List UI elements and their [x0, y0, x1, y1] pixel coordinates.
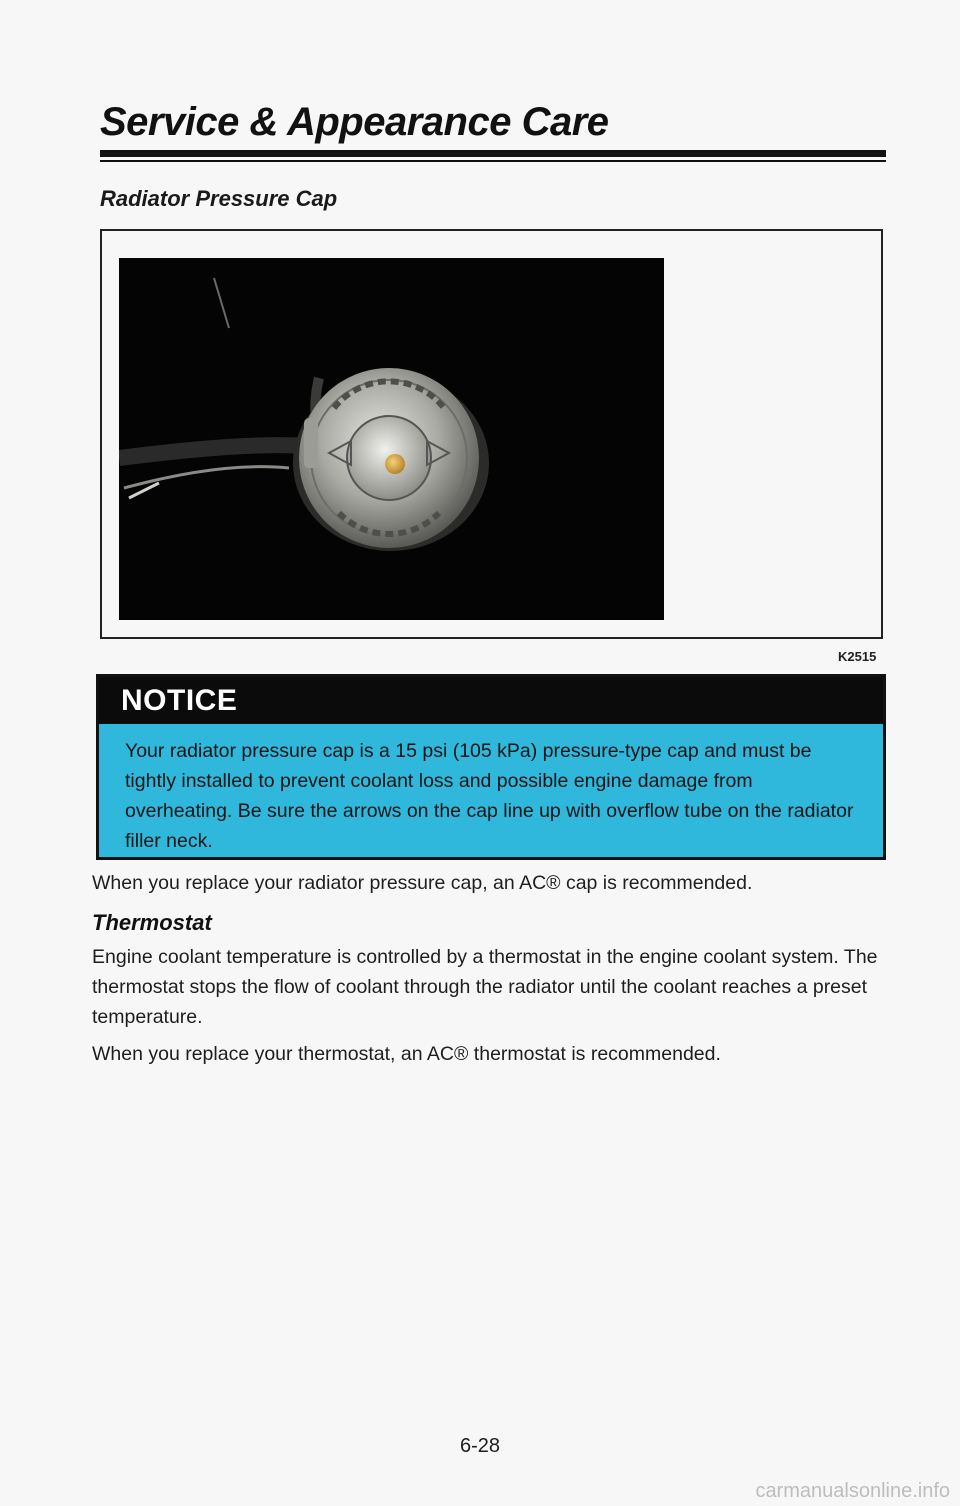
thermostat-heading: Thermostat	[92, 910, 212, 935]
figure-code: K2515	[838, 649, 877, 664]
title-rule	[100, 150, 886, 157]
thermostat-replace-text: When you replace your thermostat, an AC® thermostat is recommended.	[92, 1043, 721, 1065]
notice-box	[96, 674, 886, 860]
notice-text: Your radiator pressure cap is a 15 psi (105 kPa) pressure-type cap and must be tightly installed to prevent coolant loss and possible engine damage from overheating. Be sure the arrows on the cap line up with overflow tube on the radiator filler neck.	[125, 740, 854, 852]
radiator-cap-illustration	[119, 258, 664, 620]
figure-frame	[100, 229, 883, 639]
radiator-heading: Radiator Pressure Cap	[100, 186, 338, 211]
title-rule-thin	[100, 160, 886, 162]
radiator-cap-photo	[119, 258, 664, 620]
watermark: carmanualsonline.info	[755, 1480, 950, 1502]
notice-label: NOTICE	[99, 677, 883, 724]
page-number: 6-28	[459, 1435, 501, 1457]
cap-replace-text: When you replace your radiator pressure cap, an AC® cap is recommended.	[92, 872, 753, 894]
section-title: Service & Appearance Care	[100, 100, 609, 144]
thermostat-body-text: Engine coolant temperature is controlled by a thermostat in the engine coolant system. The thermostat stops the flow of coolant through the radiator until the coolant reaches a preset temperature.	[92, 946, 878, 1028]
